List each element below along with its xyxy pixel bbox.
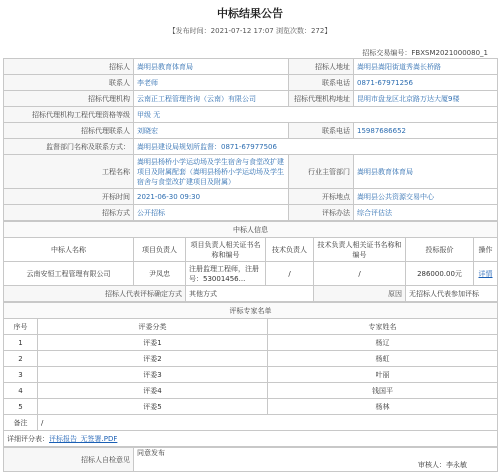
agency-contact-label: 招标代理联系人: [4, 123, 134, 139]
expert-type: 评委3: [38, 367, 268, 383]
winner-header-tech-cert: 技术负责人相关证书名称和编号: [314, 238, 406, 262]
agency-cert-value: 甲级 无: [134, 107, 498, 123]
agency-cert-label: 招标代理机构工程代理资格等级: [4, 107, 134, 123]
opinion-value: 同意发布: [137, 449, 165, 457]
winner-pm: 尹凤忠: [134, 262, 186, 286]
expert-type: 评委1: [38, 335, 268, 351]
attachment-row: [4, 431, 498, 447]
agency-label: 招标代理机构: [4, 91, 134, 107]
winner-detail-cell: [474, 262, 498, 286]
experts-table: [3, 302, 498, 447]
expert-name: 叶丽: [268, 367, 498, 383]
tenderee-addr-label: 招标人地址: [289, 59, 354, 75]
agency-value: 云南正工程管理咨询（云南）有限公司: [134, 91, 289, 107]
note-value: /: [38, 415, 498, 431]
phone-label: 联系电话: [289, 75, 354, 91]
winner-bid: 286000.00元: [406, 262, 474, 286]
experts-section-title: 评标专家名单: [4, 303, 498, 319]
rep-method-value: 其他方式: [186, 286, 314, 302]
rep-method-label: 招标人代表评标确定方式: [4, 286, 186, 302]
winner-tech: /: [266, 262, 314, 286]
reason-label: 原因: [314, 286, 406, 302]
agency-contact-value: 刘晓宏: [134, 123, 289, 139]
winner-header-name: 中标人名称: [4, 238, 134, 262]
note-label: 备注: [4, 415, 38, 431]
table-row: [4, 351, 498, 367]
winner-section-title: 中标人信息: [4, 222, 498, 238]
publish-meta: 【发布时间：2021-07-12 17:07 浏览次数：272】: [168, 27, 332, 35]
dept-value: 嵩明县教育体育局: [354, 155, 498, 189]
expert-name: 杨辽: [268, 335, 498, 351]
winner-header-tech: 技术负责人: [266, 238, 314, 262]
basic-info-table: [3, 58, 498, 221]
attachment-label: 详细评分表：: [7, 434, 49, 443]
expert-no: 1: [4, 335, 38, 351]
trade-code: 招标交易编号：FBXSM2021000080_1: [362, 49, 488, 57]
open-place-label: 开标地点: [289, 189, 354, 205]
method-value: 公开招标: [134, 205, 289, 221]
supervisor-value: 嵩明县建设局规划所监督：0871-67977506: [134, 139, 498, 155]
tenderee-label: 招标人: [4, 59, 134, 75]
expert-no: 4: [4, 383, 38, 399]
agency-addr-value: 昆明市盘龙区北京路万达大厦9楼: [354, 91, 498, 107]
project-label: 工程名称: [4, 155, 134, 189]
opinion-label: 招标人自检意见: [4, 448, 134, 472]
expert-name: 钱国平: [268, 383, 498, 399]
winner-name: 云南安恒工程管理有限公司: [4, 262, 134, 286]
opinion-cell: [134, 448, 498, 472]
table-row: [4, 399, 498, 415]
project-value: 嵩明县杨桥小学运动场及学生宿舍与食堂改扩建项目及附属配套（嵩明县杨桥小学运动场及学生宿舍与食堂改扩建项目及附属）: [134, 155, 289, 189]
winner-pm-cert: 注册监理工程师，注册号：53001456...: [186, 262, 266, 286]
opinion-table: [3, 447, 498, 472]
phone-value: 0871-67971256: [354, 75, 498, 91]
agency-phone-value: 15987686652: [354, 123, 498, 139]
expert-type: 评委4: [38, 383, 268, 399]
expert-no: 2: [4, 351, 38, 367]
winner-detail-link[interactable]: 详情: [478, 269, 493, 278]
table-row: [4, 383, 498, 399]
page-title: 中标结果公告: [217, 7, 283, 20]
expert-name: 杨林: [268, 399, 498, 415]
table-row: [4, 335, 498, 351]
expert-no: 5: [4, 399, 38, 415]
expert-type: 评委2: [38, 351, 268, 367]
expert-no: 3: [4, 367, 38, 383]
open-place-value: 嵩明县公共资源交易中心: [354, 189, 498, 205]
experts-header-type: 评委分类: [38, 319, 268, 335]
eval-label: 评标办法: [289, 205, 354, 221]
tenderee-addr-value: 嵩明县嵩阳街道秀嵩长桥路: [354, 59, 498, 75]
experts-header-name: 专家姓名: [268, 319, 498, 335]
winner-header-pm: 项目负责人: [134, 238, 186, 262]
reason-value: 无招标人代表参加评标: [406, 286, 498, 302]
eval-value: 综合评估法: [354, 205, 498, 221]
open-time-label: 开标时间: [4, 189, 134, 205]
experts-header-no: 序号: [4, 319, 38, 335]
winner-table: [3, 221, 498, 302]
reviewer: 审核人：李永敏: [418, 461, 467, 469]
winner-header-op: 操作: [474, 238, 498, 262]
winner-tech-cert: /: [314, 262, 406, 286]
dept-label: 行业主管部门: [289, 155, 354, 189]
table-row: [4, 367, 498, 383]
open-time-value: 2021-06-30 09:30: [134, 189, 289, 205]
attachment-link[interactable]: 评标报告_无签署.PDF: [49, 434, 118, 443]
method-label: 招标方式: [4, 205, 134, 221]
agency-phone-label: 联系电话: [289, 123, 354, 139]
contact-label: 联系人: [4, 75, 134, 91]
winner-header-pm-cert: 项目负责人相关证书名称和编号: [186, 238, 266, 262]
expert-name: 杨虹: [268, 351, 498, 367]
expert-type: 评委5: [38, 399, 268, 415]
agency-addr-label: 招标代理机构地址: [289, 91, 354, 107]
winner-header-bid: 投标报价: [406, 238, 474, 262]
supervisor-label: 监督部门名称及联系方式：: [4, 139, 134, 155]
tenderee-value: 嵩明县教育体育局: [134, 59, 289, 75]
contact-value: 李老师: [134, 75, 289, 91]
